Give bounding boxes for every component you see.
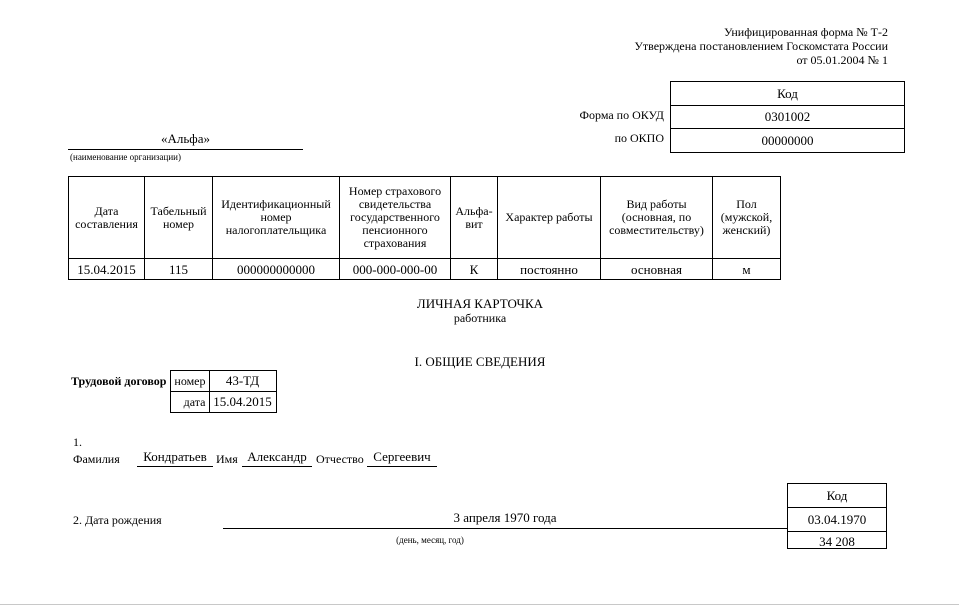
form-header-line2: Утверждена постановлением Госкомстата России bbox=[634, 39, 888, 53]
card-title bbox=[380, 297, 580, 325]
patronymic-underline bbox=[367, 466, 437, 467]
header-work-nature: Характер работы bbox=[498, 177, 601, 259]
birth-caption: (день, месяц, год) bbox=[396, 535, 464, 545]
name-label: Имя bbox=[216, 452, 238, 466]
surname-value: Кондратьев bbox=[143, 449, 207, 464]
cell-alphabet: К bbox=[451, 259, 498, 280]
form-header bbox=[634, 25, 888, 67]
table-header-row bbox=[69, 177, 781, 259]
okpo-value-cell: 00000000 bbox=[670, 128, 905, 153]
organization-underline bbox=[68, 149, 303, 150]
contract-date-label: дата bbox=[171, 392, 209, 413]
okud-label: Форма по ОКУД bbox=[579, 108, 664, 122]
surname-underline bbox=[137, 466, 213, 467]
kod-header-cell: Код bbox=[670, 81, 905, 106]
form-header-line3: от 05.01.2004 № 1 bbox=[796, 53, 888, 67]
organization-caption: (наименование организации) bbox=[70, 152, 181, 162]
employee-info-table bbox=[68, 176, 781, 280]
next-kod-value: 34 208 bbox=[819, 534, 855, 549]
header-sex: Пол (мужской, женский) bbox=[713, 177, 781, 259]
card-title-line2: работника bbox=[453, 311, 507, 325]
contract-number-label: номер bbox=[171, 371, 209, 392]
okpo-label: по ОКПО bbox=[614, 131, 664, 145]
cell-work-nature: постоянно bbox=[498, 259, 601, 280]
cell-snils: 000-000-000-00 bbox=[340, 259, 451, 280]
cell-sex: м bbox=[713, 259, 781, 280]
contract-label: Трудовой договор bbox=[71, 373, 167, 388]
form-header-line1: Унифицированная форма № Т-2 bbox=[723, 25, 888, 39]
cell-inn: 000000000000 bbox=[213, 259, 340, 280]
section-title: I. ОБЩИЕ СВЕДЕНИЯ bbox=[414, 354, 546, 369]
header-snils: Номер страхового свидетельства государственного пенсионного страхования bbox=[340, 177, 451, 259]
page-bottom-divider bbox=[0, 604, 959, 605]
cell-date: 15.04.2015 bbox=[69, 259, 145, 280]
birth-label: 2. Дата рождения bbox=[73, 513, 162, 527]
name-value: Александр bbox=[247, 449, 307, 464]
header-alphabet: Альфа-вит bbox=[451, 177, 498, 259]
table-row bbox=[69, 259, 781, 280]
okud-value-cell: 0301002 bbox=[670, 105, 905, 129]
item-number: 1. bbox=[73, 435, 82, 449]
birth-kod-header: Код bbox=[787, 483, 887, 508]
patronymic-value: Сергеевич bbox=[373, 449, 431, 464]
cell-work-type: основная bbox=[601, 259, 713, 280]
next-kod-cell bbox=[787, 531, 887, 549]
cell-tab-number: 115 bbox=[145, 259, 213, 280]
birth-underline bbox=[223, 528, 787, 529]
contract-date-value: 15.04.2015 bbox=[209, 392, 276, 413]
contract-number-value: 43-ТД bbox=[209, 371, 276, 392]
organization-name: «Альфа» bbox=[161, 131, 210, 146]
patronymic-label: Отчество bbox=[316, 452, 364, 466]
header-work-type: Вид работы (основная, по совместительству) bbox=[601, 177, 713, 259]
surname-label: Фамилия bbox=[73, 452, 120, 466]
labor-contract-table bbox=[68, 370, 277, 413]
name-underline bbox=[242, 466, 312, 467]
header-date: Дата составления bbox=[69, 177, 145, 259]
header-inn: Идентификационный номер налогоплательщика bbox=[213, 177, 340, 259]
header-tab-number: Табельный номер bbox=[145, 177, 213, 259]
birth-value: 3 апреля 1970 года bbox=[453, 510, 557, 525]
birth-kod-value: 03.04.1970 bbox=[787, 507, 887, 532]
card-title-line1: ЛИЧНАЯ КАРТОЧКА bbox=[416, 296, 544, 311]
